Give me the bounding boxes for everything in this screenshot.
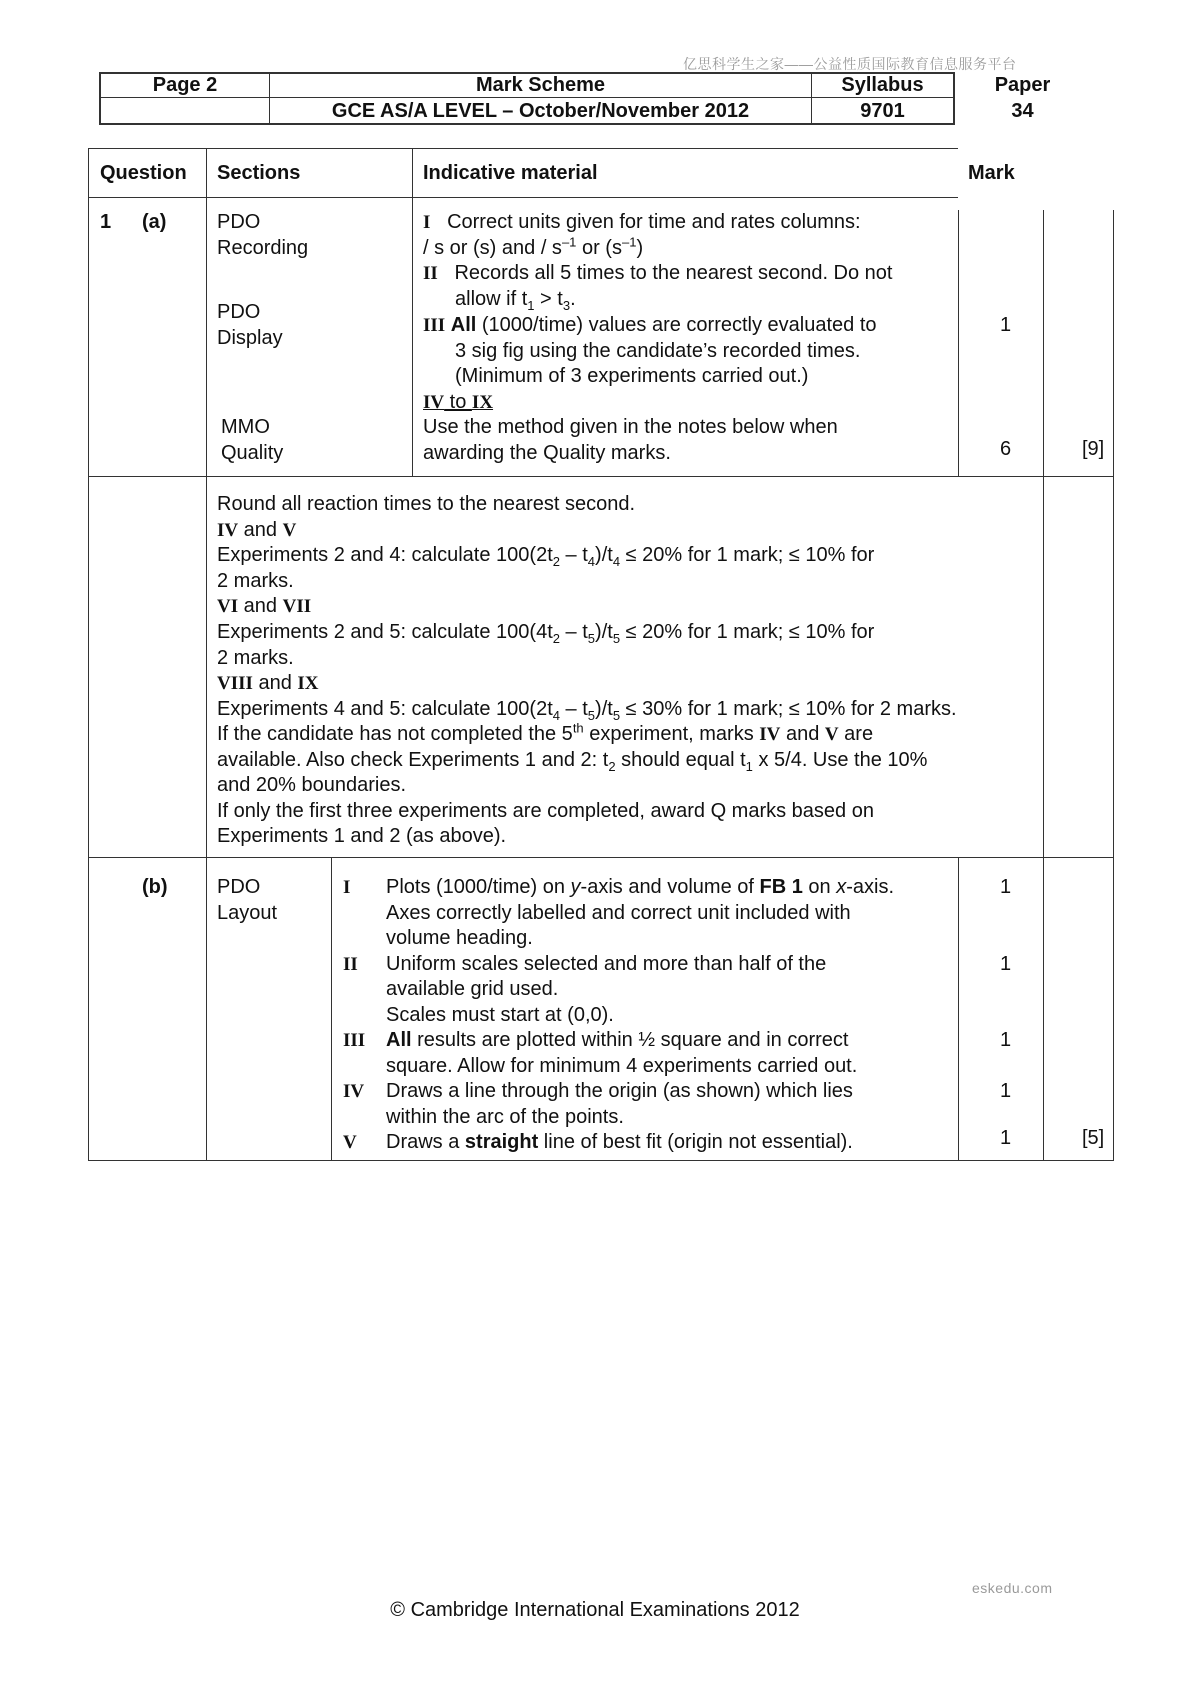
material-line [423,261,892,287]
subscript: 2 [552,631,560,646]
roman-numeral: IX [471,392,494,413]
roman-numeral: V [282,520,297,541]
note-line: 2 marks. [217,570,294,592]
material-line [423,236,643,262]
criterion-line: Uniform scales selected and more than half of the [386,953,827,975]
note-line [217,697,957,723]
criterion-line: square. Allow for minimum 4 experiments carried out. [386,1055,858,1077]
note-heading [217,518,296,544]
note-heading [217,671,319,697]
material-line: (Minimum of 3 experiments carried out.) [455,365,809,387]
section-label: Recording [217,237,309,259]
subscript: 2 [552,554,560,569]
roman-numeral: II [423,263,438,284]
watermark-bottom: eskedu.com [972,1580,1053,1596]
subscript: 5 [587,631,596,646]
material-text: > t [534,288,563,310]
roman-numeral: V [824,724,839,745]
note-text: x 5/4. Use the 10% [752,749,928,771]
criterion-line [386,1028,848,1054]
note-line: Experiments 1 and 2 (as above). [217,825,507,847]
material-text: (1000/time) values are correctly evaluated to [476,314,877,336]
note-text: and [238,595,283,617]
mark-total: [5] [1082,1127,1105,1149]
paper-number: 34 [1011,100,1034,122]
col-header-sections: Sections [217,162,301,184]
roman-numeral: VIII [217,673,253,694]
subscript: 2 [608,759,616,774]
mark-value: 1 [1000,1080,1012,1102]
criterion-text: Draws a [386,1131,465,1153]
exam-subtitle: GCE AS/A LEVEL – October/November 2012 [331,100,750,122]
section-label: Layout [217,902,278,924]
roman-numeral: III [343,1030,366,1051]
mark-value: 1 [1000,953,1012,975]
criterion-line [386,1130,853,1156]
question-number: 1 [100,211,112,233]
superscript: –1 [621,234,637,250]
criterion-line: within the arc of the points. [386,1106,624,1128]
section-label: Display [217,327,283,349]
criterion-text: results are plotted within ½ square and in correct [411,1029,849,1051]
roman-numeral: V [343,1132,357,1153]
note-text: Experiments 2 and 5: calculate 100(4t [217,621,553,643]
material-text: . [570,288,576,310]
material-line: 3 sig fig using the candidate’s recorded times. [455,340,861,362]
note-text: Experiments 4 and 5: calculate 100(2t [217,698,553,720]
subscript: 3 [562,298,571,313]
note-line: Round all reaction times to the nearest second. [217,493,636,515]
note-text: ≤ 20% for 1 mark; ≤ 10% for [620,544,875,566]
subscript: 5 [612,631,621,646]
material-line: awarding the Quality marks. [423,442,671,464]
criterion-text: x [836,876,847,898]
mark-value: 1 [1000,1127,1012,1149]
col-header-question: Question [100,162,187,184]
note-text: ≤ 20% for 1 mark; ≤ 10% for [620,621,875,643]
material-line: Use the method given in the notes below when [423,416,838,438]
criterion-text: y [570,876,581,898]
note-text: – t [560,544,588,566]
criterion-line: available grid used. [386,978,559,1000]
note-text: – t [560,621,588,643]
material-line [455,287,576,313]
material-text: allow if t [455,288,528,310]
note-text: and [252,672,298,694]
note-text: experiment, marks [583,723,760,745]
note-text: and [780,723,825,745]
roman-numeral: I [343,877,351,898]
roman-numeral: VII [282,596,312,617]
subscript: 5 [587,708,596,723]
note-line: and 20% boundaries. [217,774,407,796]
footer-copyright: © Cambridge International Examinations 2012 [390,1599,800,1621]
roman-numeral: I [423,212,431,233]
note-line [217,620,874,646]
material-text: or (s [576,237,622,259]
criterion-text: -axis. [846,876,895,898]
syllabus-code: 9701 [860,100,905,122]
roman-numeral: II [343,954,358,975]
note-line [217,722,873,748]
note-line [217,748,927,774]
mark-value: 6 [1000,438,1012,460]
criterion-line: Draws a line through the origin (as shown) which lies [386,1080,853,1102]
subscript: 1 [745,759,753,774]
criterion-text: All [386,1029,412,1051]
roman-numeral: IV [217,520,239,541]
roman-numeral: IX [297,673,319,694]
material-line [423,313,877,339]
section-label: Quality [221,442,284,464]
criterion-text: line of best fit (origin not essential). [538,1131,853,1153]
question-part-b: (b) [142,876,168,898]
note-line: 2 marks. [217,647,294,669]
roman-numeral: IV [423,392,445,413]
criterion-line: Scales must start at (0,0). [386,1004,614,1026]
criterion-text: -axis and volume of [580,876,760,898]
material-text: ) [636,237,644,259]
subscript: 4 [612,554,621,569]
criterion-line: volume heading. [386,927,533,949]
question-part-a: (a) [142,211,167,233]
subscript: 4 [587,554,596,569]
note-text: If the candidate has not completed the 5 [217,723,573,745]
material-text: All [450,314,477,336]
roman-numeral: IV [759,724,781,745]
material-text: to [444,391,472,413]
paper-label: Paper [994,74,1051,96]
syllabus-label: Syllabus [841,74,924,96]
col-header-mark: Mark [968,162,1015,184]
superscript: –1 [561,234,577,250]
note-text: should equal t [615,749,746,771]
subscript: 4 [552,708,560,723]
note-heading [217,594,311,620]
criterion-line: Axes correctly labelled and correct unit included with [386,902,851,924]
note-line [217,543,874,569]
material-text: / s or (s) and / s [423,237,562,259]
mark-value: 1 [1000,1029,1012,1051]
material-heading [423,390,493,416]
roman-numeral: III [423,315,446,336]
material-text: Records all 5 times to the nearest second. Do not [454,262,893,284]
note-text: )/t [595,621,613,643]
roman-numeral: VI [217,596,239,617]
page-title: Mark Scheme [476,74,605,96]
superscript: th [572,720,584,736]
note-text: )/t [595,544,613,566]
mark-total: [9] [1082,438,1105,460]
note-text: and [238,519,283,541]
criterion-text: on [802,876,837,898]
material-line [423,210,861,236]
section-label: PDO [217,876,261,898]
section-label: PDO [217,211,261,233]
note-text: ≤ 30% for 1 mark; ≤ 10% for 2 marks. [620,698,957,720]
note-text: available. Also check Experiments 1 and 2: t [217,749,609,771]
subscript: 5 [612,708,621,723]
note-text: Experiments 2 and 4: calculate 100(2t [217,544,553,566]
criterion-line [386,875,894,901]
watermark-top: 亿思科学生之家——公益性质国际教育信息服务平台 [683,56,1017,72]
criterion-text: straight [464,1131,539,1153]
section-label: MMO [221,416,270,438]
material-text: Correct units given for time and rates columns: [447,211,861,233]
note-text: are [838,723,874,745]
roman-numeral: IV [343,1081,365,1102]
criterion-text: FB 1 [759,876,803,898]
note-text: – t [560,698,588,720]
mark-value: 1 [1000,876,1012,898]
page-number: Page 2 [152,74,218,96]
criterion-text: Plots (1000/time) on [386,876,571,898]
section-label: PDO [217,301,261,323]
note-text: )/t [595,698,613,720]
subscript: 1 [527,298,535,313]
mark-value: 1 [1000,314,1012,336]
col-header-material: Indicative material [423,162,598,184]
note-line: If only the first three experiments are completed, award Q marks based on [217,800,874,822]
